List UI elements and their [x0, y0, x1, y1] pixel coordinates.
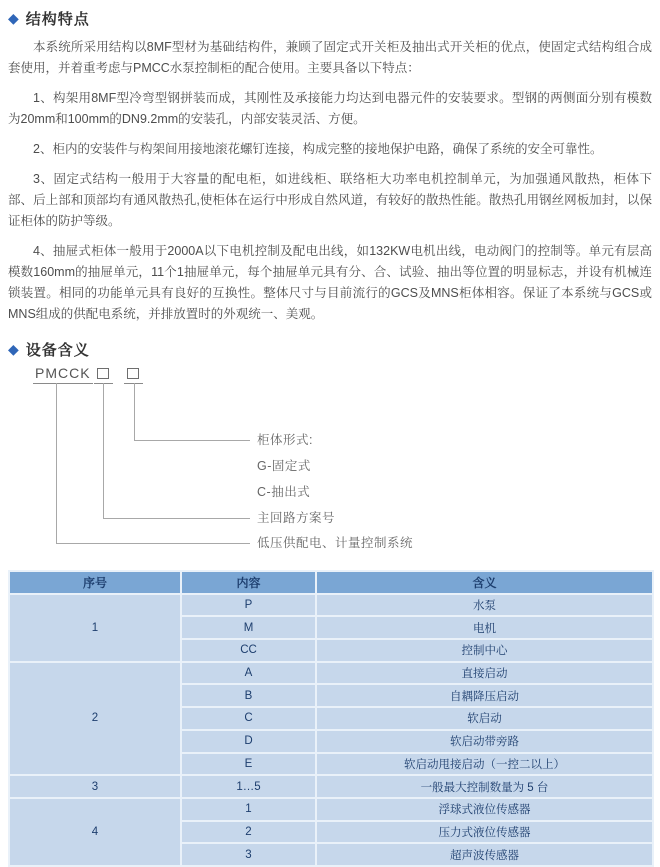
placeholder-box-1	[97, 368, 109, 379]
features-intro-paragraph: 本系统所采用结构以8MF型材为基础结构件，兼顾了固定式开关柜及抽出式开关柜的优点，使固定式结构组合成套使用，并着重考虑与PMCC水泵控制柜的配合使用。主要具备以下特点：	[8, 40, 652, 75]
seq-cell: 2	[9, 662, 181, 775]
header-content: 内容	[181, 571, 316, 594]
table-header-row	[9, 571, 653, 594]
content-cell: 1…5	[181, 775, 316, 798]
section-title-features	[8, 8, 660, 28]
content-cell: A	[181, 662, 316, 685]
connector-line-box2	[134, 383, 135, 440]
diamond-icon: ◆	[8, 341, 19, 357]
diamond-icon: ◆	[8, 10, 19, 26]
meaning-cell: 控制中心	[316, 639, 653, 662]
placeholder-box-2	[127, 368, 139, 379]
connector-line-scheme	[103, 518, 250, 519]
features-title-text: 结构特点	[25, 10, 90, 28]
content-cell: 2	[181, 821, 316, 844]
meaning-cell: 浮球式液位传感器	[316, 798, 653, 821]
meaning-cell: 软启动带旁路	[316, 730, 653, 753]
meaning-cell: 电机	[316, 616, 653, 639]
content-cell: C	[181, 707, 316, 730]
table-row	[9, 594, 653, 617]
meaning-cell: 一般最大控制数量为 5 台	[316, 775, 653, 798]
meaning-cell: 压力式液位传感器	[316, 821, 653, 844]
connector-line-model	[56, 383, 57, 543]
header-meaning: 含义	[316, 571, 653, 594]
table-row	[9, 798, 653, 821]
meaning-cell: 自耦降压启动	[316, 684, 653, 707]
table-row	[9, 775, 653, 798]
section-title-meaning	[8, 339, 660, 359]
content-cell: B	[181, 684, 316, 707]
model-code-text: PMCCK	[33, 365, 93, 384]
seq-cell: 4	[9, 798, 181, 866]
meaning-cell: 水泵	[316, 594, 653, 617]
features-item-4: 4、抽屉式柜体一般用于2000A以下电机控制及配电出线，如132KW电机出线，电动阀门的控制等。单元有层高模数160mm的抽屉单元，11个1抽屉单元，每个抽屉单元具有分、合、试验、抽出等位置的明显标志，并设有机械连锁装置。相同的功能单元具有良好的互换性。整体尺寸与目前流行的GCS及MNS柜体相容。保证了本系统与GCS或MNS组成的供配电系统，并排放置时的外观统一、美观。	[8, 244, 652, 321]
label-lv-system: 低压供配电、计量控制系统	[257, 536, 414, 550]
features-item-2: 2、柜内的安装件与构架间用接地滚花螺钉连接，构成完整的接地保护电路，确保了系统的安全可靠性。	[33, 142, 603, 156]
meaning-cell: 软启动	[316, 707, 653, 730]
content-cell: P	[181, 594, 316, 617]
content-cell: D	[181, 730, 316, 753]
content-cell: M	[181, 616, 316, 639]
meaning-cell: 超声波传感器	[316, 843, 653, 866]
model-designation-diagram	[0, 365, 660, 570]
connector-line-cabinet-type	[134, 440, 250, 441]
content-cell: CC	[181, 639, 316, 662]
header-seq: 序号	[9, 571, 181, 594]
label-fixed-type: G-固定式	[257, 459, 311, 473]
meaning-title-text: 设备含义	[25, 341, 90, 359]
meaning-table	[8, 570, 654, 867]
seq-cell: 3	[9, 775, 181, 798]
label-cabinet-type: 柜体形式:	[257, 433, 313, 447]
label-drawout-type: C-抽出式	[257, 485, 311, 499]
meaning-cell: 软启动甩接启动（一控二以上）	[316, 753, 653, 776]
seq-cell: 1	[9, 594, 181, 662]
connector-line-box1	[103, 383, 104, 518]
content-cell: 3	[181, 843, 316, 866]
features-item-3: 3、固定式结构一般用于大容量的配电柜，如进线柜、联络柜大功率电机控制单元，为加强通风散热，柜体下部、后上部和顶部均有通风散热孔,使柜体在运行中形成自然风道，有较好的散热性能。散热孔用钢丝网板加封，以保证柜体的防护等级。	[8, 172, 652, 228]
document-page	[0, 8, 660, 862]
label-main-circuit-scheme: 主回路方案号	[257, 511, 336, 525]
content-cell: 1	[181, 798, 316, 821]
content-cell: E	[181, 753, 316, 776]
features-item-1: 1、构架用8MF型冷弯型钢拼装而成，其刚性及承接能力均达到电器元件的安装要求。型钢的两侧面分别有模数为20mm和100mm的DN9.2mm的安装孔，内部安装灵活、方便。	[8, 91, 652, 126]
table-row	[9, 662, 653, 685]
meaning-cell: 直接启动	[316, 662, 653, 685]
connector-line-system	[56, 543, 250, 544]
